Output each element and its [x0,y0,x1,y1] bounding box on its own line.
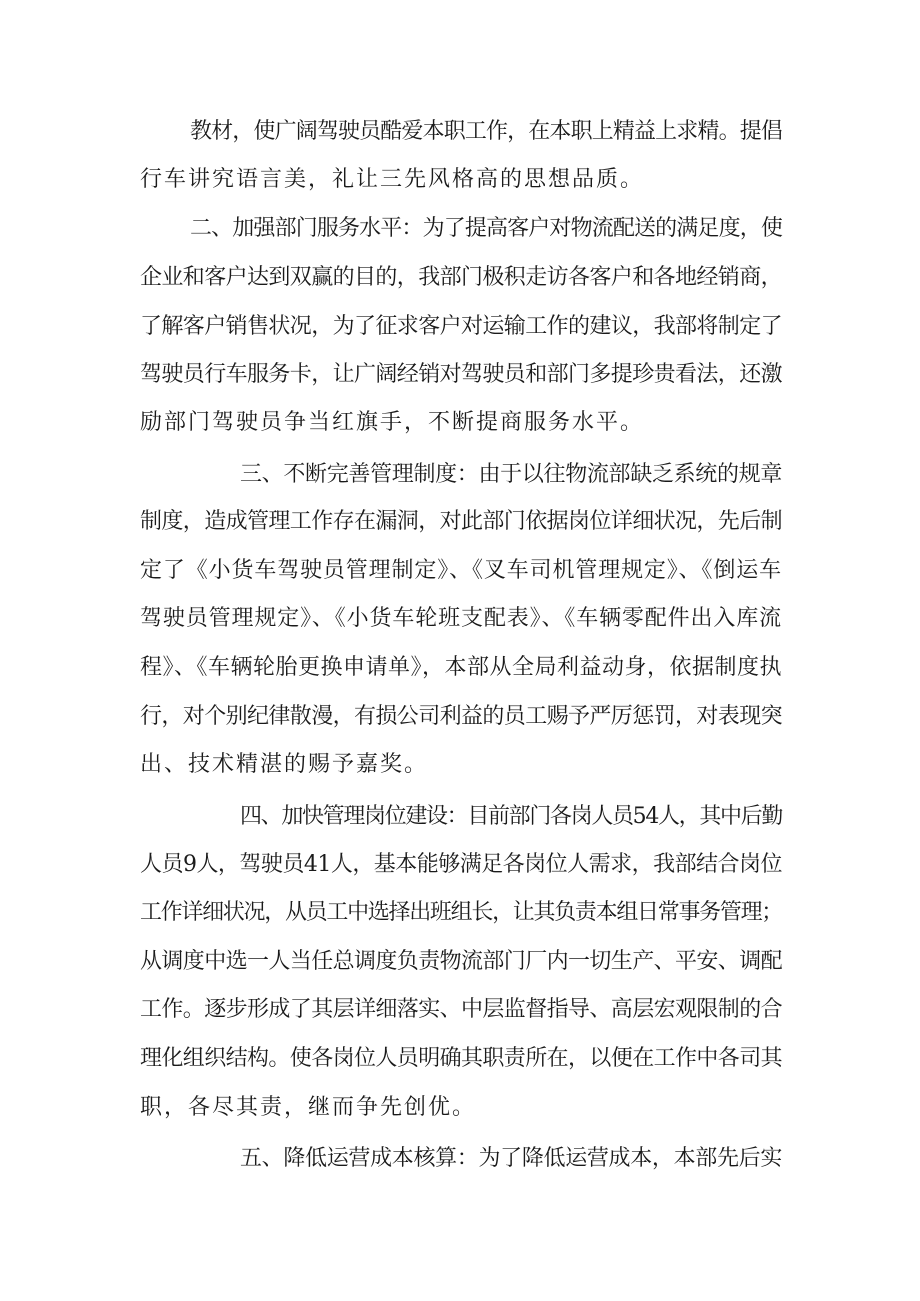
text-line: 驾驶员管理规定》、《小货车轮班支配表》、《车辆零配件出入库流 [140,606,783,631]
text-line: 三、不断完善管理制度：由于以往物流部缺乏系统的规章 [240,462,783,487]
text-line: 工作。逐步形成了其层详细落实、中层监督指导、高层宏观限制的合 [140,997,783,1022]
text-line: 行车讲究语言美，礼让三先风格高的思想品质。 [140,167,645,192]
text-line: 定了《小货车驾驶员管理制定》、《叉车司机管理规定》、《倒运车 [140,558,783,583]
text-line: 程》、《车辆轮胎更换申请单》，本部从全局利益动身，依据制度执 [140,655,783,680]
text-line: 五、降低运营成本核算：为了降低运营成本，本部先后实 [240,1146,783,1171]
text-line: 四、加快管理岗位建设：目前部门各岗人员54人，其中后勤 [240,804,782,829]
text-line: 工作详细状况，从员工中选择出班组长，让其负责本组日常事务管理； [140,900,783,925]
text-line: 人员9人，驾驶员41人，基本能够满足各岗位人需求，我部结合岗位 [140,852,782,877]
text-line: 驾驶员行车服务卡，让广阔经销对驾驶员和部门多提珍贵看法，还激 [140,362,783,387]
text-line: 从调度中选一人当任总调度负责物流部门厂内一切生产、平安、调配 [140,949,783,974]
text-line: 制度，造成管理工作存在漏洞，对此部门依据岗位详细状况，先后制 [140,509,783,534]
text-line: 出、技术精湛的赐予嘉奖。 [140,752,429,777]
text-line: 企业和客户达到双赢的目的，我部门极积走访各客户和各地经销商， [140,265,783,290]
text-line: 理化组织结构。使各岗位人员明确其职责所在，以便在工作中各司其 [140,1046,783,1071]
text-line: 职，各尽其责，继而争先创优。 [140,1095,477,1120]
text-line: 二、加强部门服务水平：为了提高客户对物流配送的满足度，使 [190,216,783,241]
text-line: 教材，使广阔驾驶员酷爱本职工作，在本职上精益上求精。提倡 [190,119,783,144]
text-line: 了解客户销售状况，为了征求客户对运输工作的建议，我部将制定了 [140,314,783,339]
text-line: 行，对个别纪律散漫，有损公司利益的员工赐予严厉惩罚，对表现突 [140,704,783,729]
text-line: 励部门驾驶员争当红旗手，不断提商服务水平。 [140,410,645,435]
